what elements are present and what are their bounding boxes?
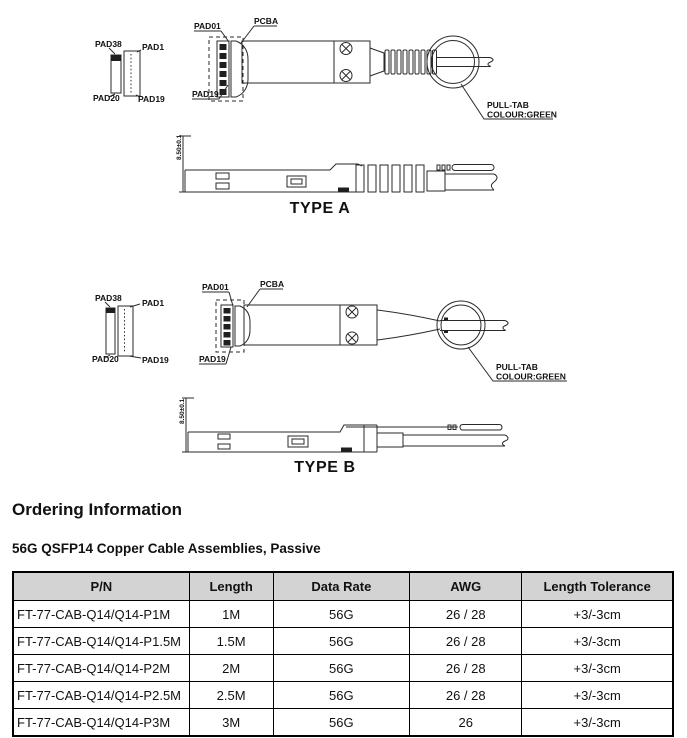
- cell-pn: FT-77-CAB-Q14/Q14-P1M: [13, 601, 189, 628]
- type-a-pad-front-view: [93, 39, 165, 104]
- pad19-callout: PAD19: [192, 89, 219, 99]
- pad20-label: PAD20: [93, 93, 120, 103]
- cell-length-tolerance: +3/-3cm: [522, 709, 673, 737]
- type-a-title: TYPE A: [289, 200, 351, 217]
- pad19-callout: PAD19: [199, 354, 226, 364]
- cell-length-tolerance: +3/-3cm: [522, 682, 673, 709]
- pull-tab-loop: [437, 301, 485, 349]
- type-b-side-view: [179, 398, 508, 476]
- pcba-callout: PCBA: [260, 279, 285, 289]
- pad19-detail-label: PAD19: [138, 94, 165, 104]
- type-b-cable-drawing: [0, 250, 687, 500]
- cell-data-rate: 56G: [273, 601, 410, 628]
- type-a-connector-top-view: [209, 36, 557, 120]
- cell-pn: FT-77-CAB-Q14/Q14-P3M: [13, 709, 189, 737]
- table-row: [13, 628, 673, 655]
- type-a-side-view: [176, 134, 497, 217]
- pad20-label: PAD20: [92, 354, 119, 364]
- ordering-table: [12, 571, 674, 737]
- type-b-title: TYPE B: [294, 459, 356, 476]
- col-header-pn: P/N: [13, 572, 189, 601]
- cell-length: 1M: [189, 601, 273, 628]
- col-header-length: Length: [189, 572, 273, 601]
- cell-length-tolerance: +3/-3cm: [522, 655, 673, 682]
- pull-tab-label: PULL-TAB: [487, 100, 529, 110]
- cell-length: 1.5M: [189, 628, 273, 655]
- cell-pn: FT-77-CAB-Q14/Q14-P2.5M: [13, 682, 189, 709]
- pull-tab-colour-label: COLOUR:GREEN: [496, 371, 566, 382]
- type-a-cable-drawing: [0, 0, 687, 250]
- type-b-connector-top-view: [216, 300, 567, 382]
- height-dimension: 8.50±0.1: [179, 398, 186, 424]
- col-header-data-rate: Data Rate: [273, 572, 410, 601]
- table-row: [13, 655, 673, 682]
- pad01-callout: PAD01: [202, 282, 229, 292]
- col-header-awg: AWG: [410, 572, 522, 601]
- pad38-label: PAD38: [95, 293, 122, 303]
- cell-awg: 26 / 28: [410, 628, 522, 655]
- ordering-information-heading: Ordering Information: [12, 500, 182, 519]
- pad19-detail-label: PAD19: [142, 355, 169, 365]
- col-header-length-tolerance: Length Tolerance: [522, 572, 673, 601]
- table-row: [13, 709, 673, 737]
- cell-pn: FT-77-CAB-Q14/Q14-P1.5M: [13, 628, 189, 655]
- pull-tab-colour-label: COLOUR:GREEN: [487, 109, 557, 120]
- cell-length-tolerance: +3/-3cm: [522, 601, 673, 628]
- pad01-callout: PAD01: [194, 21, 221, 31]
- height-dimension: 8.50±0.1: [176, 134, 183, 160]
- pull-tab-label: PULL-TAB: [496, 362, 538, 372]
- cell-awg: 26 / 28: [410, 655, 522, 682]
- pad38-label: PAD38: [95, 39, 122, 49]
- type-a-callouts: [192, 16, 278, 99]
- cell-length-tolerance: +3/-3cm: [522, 628, 673, 655]
- cell-length: 3M: [189, 709, 273, 737]
- table-header-row: [13, 572, 673, 601]
- cell-data-rate: 56G: [273, 709, 410, 737]
- cell-length: 2M: [189, 655, 273, 682]
- pad1-label: PAD1: [142, 42, 165, 52]
- pad1-label: PAD1: [142, 298, 165, 308]
- cell-awg: 26 / 28: [410, 682, 522, 709]
- cell-data-rate: 56G: [273, 628, 410, 655]
- pcba-callout: PCBA: [254, 16, 279, 26]
- type-b-pad-front-view: [92, 293, 169, 365]
- cell-pn: FT-77-CAB-Q14/Q14-P2M: [13, 655, 189, 682]
- type-b-callouts: [199, 279, 284, 364]
- cell-data-rate: 56G: [273, 655, 410, 682]
- ordering-subheading: 56G QSFP14 Copper Cable Assemblies, Passive: [12, 541, 321, 556]
- cell-awg: 26: [410, 709, 522, 737]
- cell-awg: 26 / 28: [410, 601, 522, 628]
- table-row: [13, 601, 673, 628]
- cell-data-rate: 56G: [273, 682, 410, 709]
- pull-tab-loop: [427, 36, 479, 88]
- table-row: [13, 682, 673, 709]
- cell-length: 2.5M: [189, 682, 273, 709]
